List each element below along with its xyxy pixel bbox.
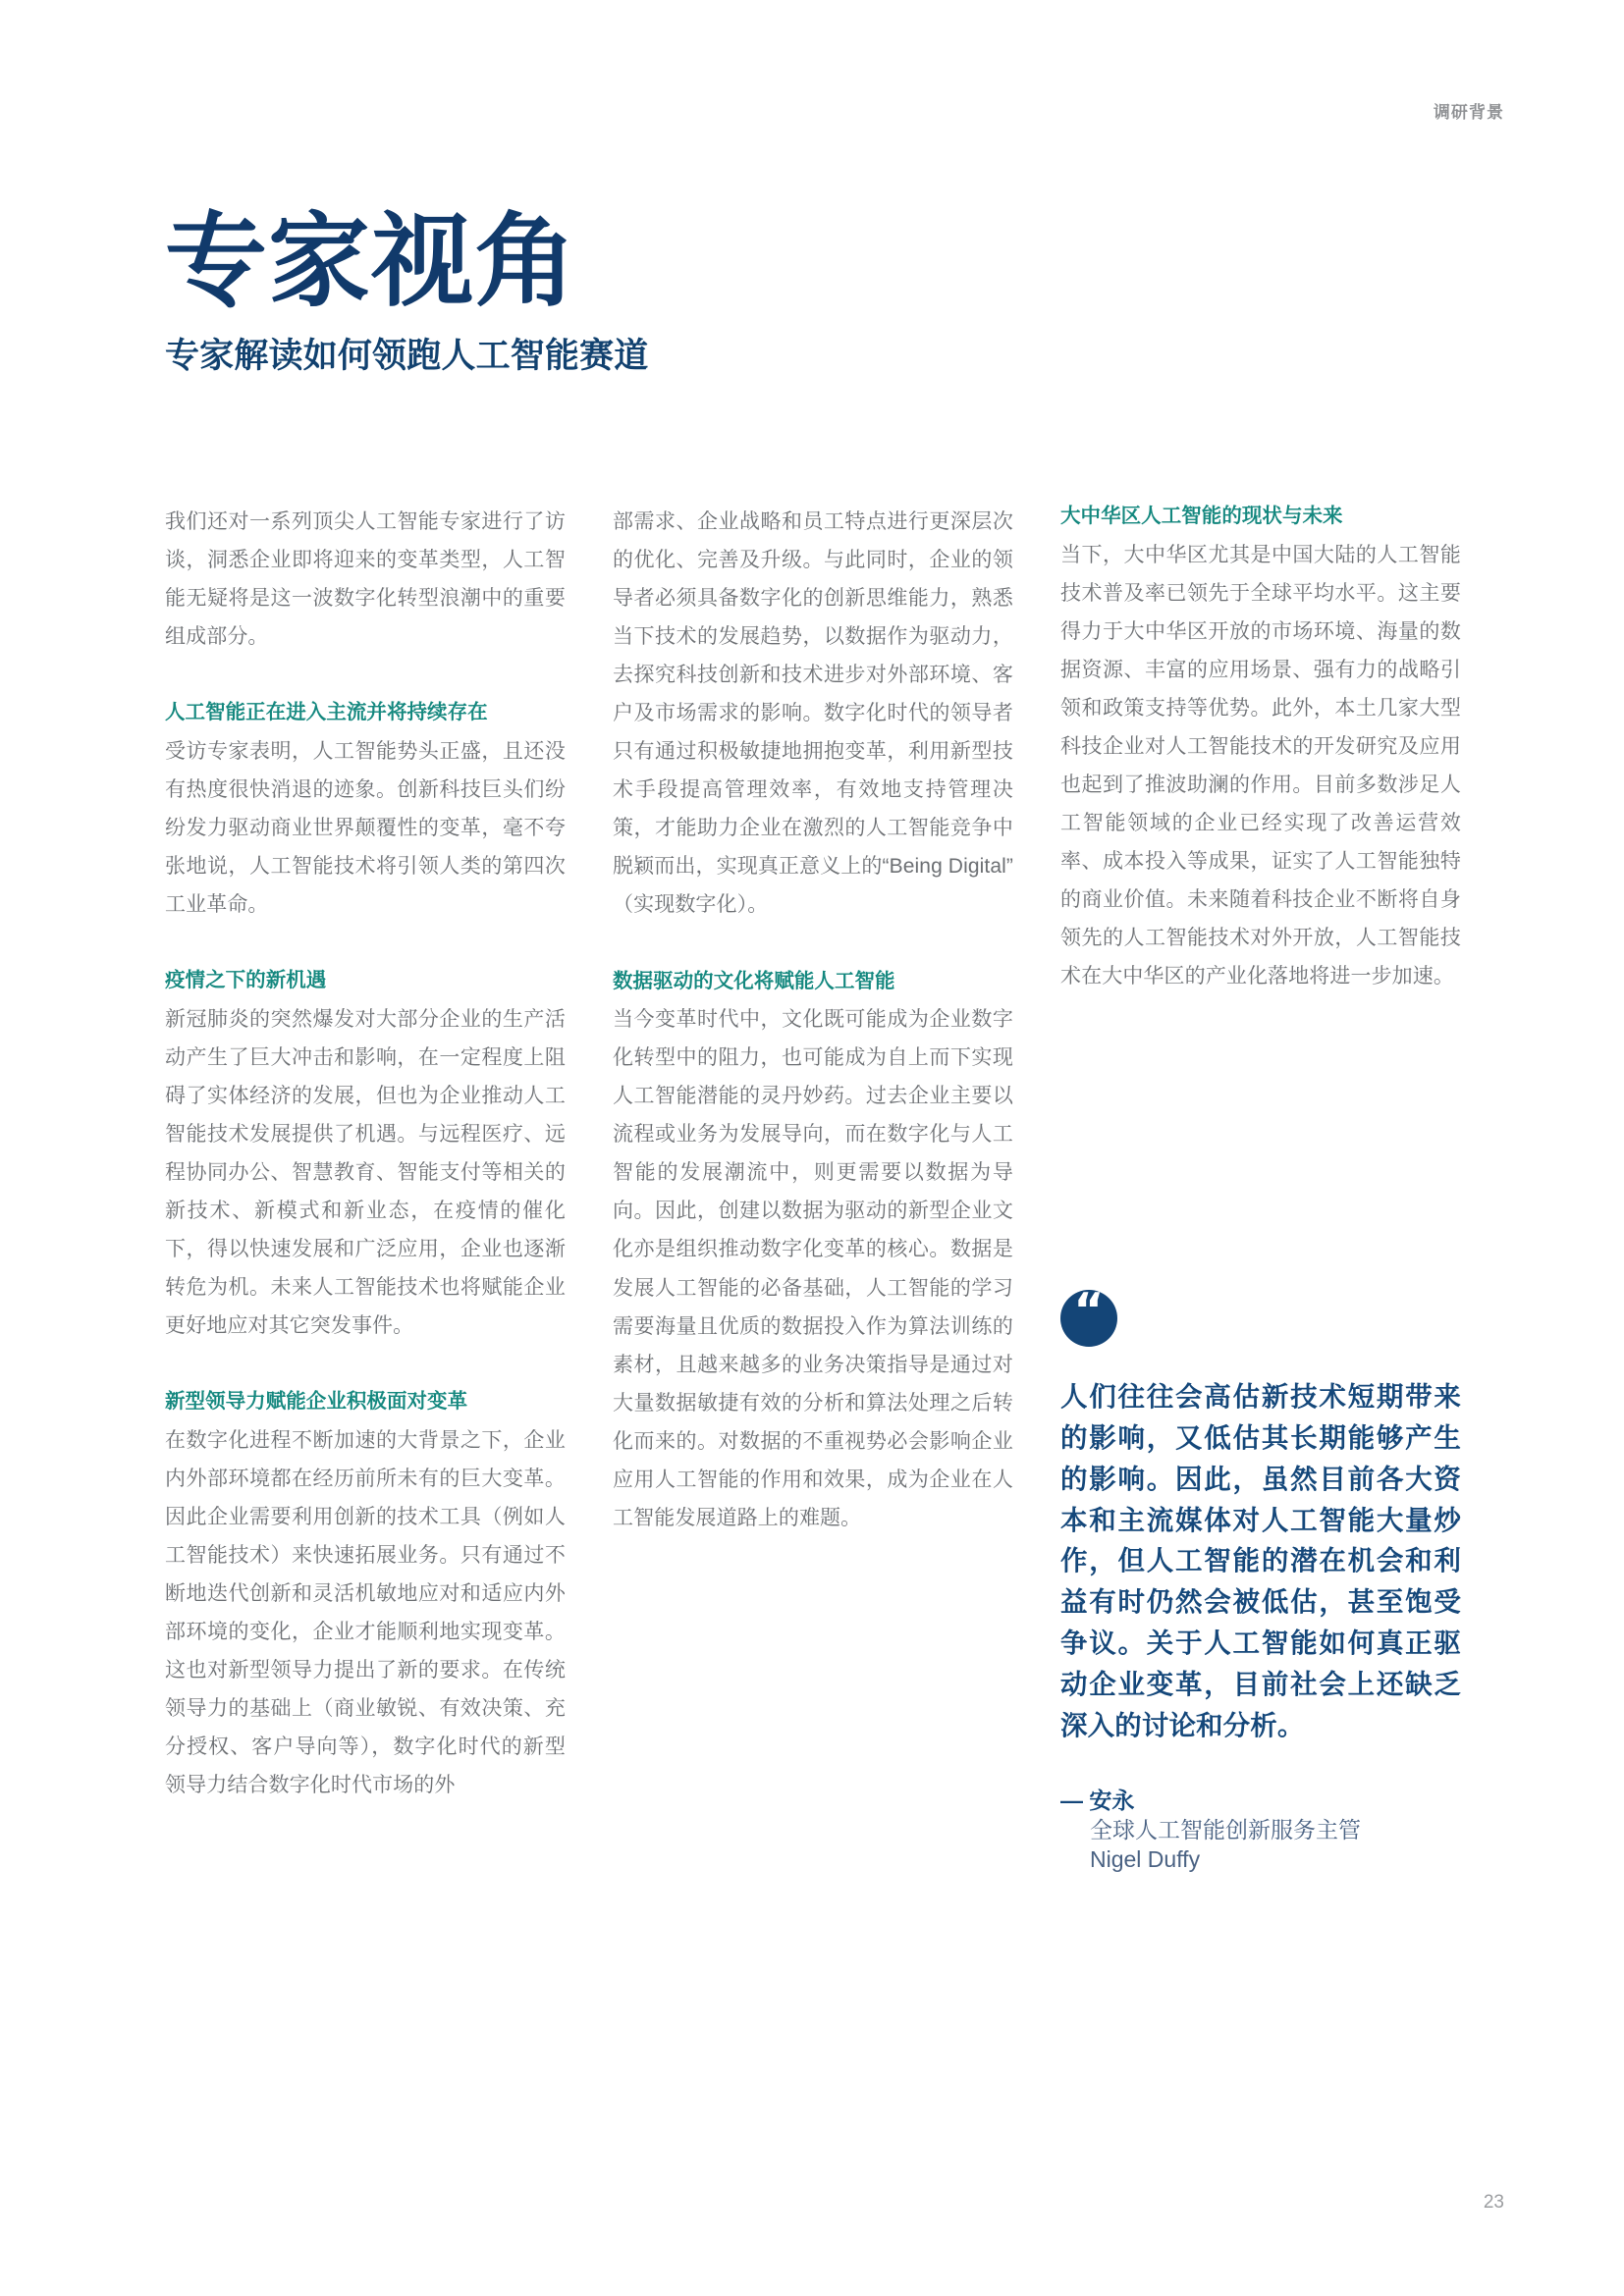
pull-quote [1060,1283,1461,1875]
column-2 [613,503,1013,1875]
section-heading-new-leadership: 新型领导力赋能企业积极面对变革 [165,1390,468,1414]
title-block [165,205,1049,376]
attribution-role: 全球人工智能创新服务主管 [1090,1817,1361,1843]
page-title: 专家视角 [165,205,578,319]
quote-mark-icon: “ [1060,1290,1117,1347]
spacer [613,925,1013,968]
intro-paragraph: 我们还对一系列顶尖人工智能专家进行了访谈，洞悉企业即将迎来的变革类型，人工智能无疑将是这一波数字化转型浪潮中的重要组成部分。 [165,510,566,649]
section-body-pandemic-opportunity: 新冠肺炎的突然爆发对大部分企业的生产活动产生了巨大冲击和影响，在一定程度上阻碍了实体经济的发展，但也为企业推动人工智能技术发展提供了机遇。与远程医疗、远程协同办公、智慧教育、智能支付等相关的新技术、新模式和新业态，在疫情的催化下，得以快速发展和广泛应用，企业也逐渐转危为机。未来人工智能技术也将赋能企业更好地应对其它突发事件。 [165,1007,566,1338]
attribution-person-name: Nigel Duffy [1090,1846,1201,1873]
page-number: 23 [1483,2192,1504,2213]
section-body-ai-mainstream: 受访专家表明，人工智能势头正盛，且还没有热度很快消退的迹象。创新科技巨头们纷纷发力驱动商业世界颠覆性的变革，毫不夸张地说，人工智能技术将引领人类的第四次工业革命。 [165,739,566,917]
spacer [165,924,566,967]
section-heading-ai-mainstream: 人工智能正在进入主流并将持续存在 [165,701,488,724]
attribution-organization: — 安永 [1060,1788,1135,1814]
pull-quote-text: 人们往往会高估新技术短期带来的影响，又低估其长期能够产生的影响。因此，虽然目前各大资本和主流媒体对人工智能大量炒作，但人工智能的潜在机会和利益有时仍然会被低估，甚至饱受争议。关于人工智能如何真正驱动企业变革，目前社会上还缺乏深入的讨论和分析。 [1060,1381,1461,1740]
section-heading-greater-china: 大中华区人工智能的现状与未来 [1060,505,1343,527]
section-heading-data-driven-culture: 数据驱动的文化将赋能人工智能 [613,969,895,992]
running-header: 调研背景 [1433,103,1504,122]
page-subtitle: 专家解读如何领跑人工智能赛道 [165,337,649,375]
column-3 [1060,503,1461,1875]
section-body-new-leadership-continued: 部需求、企业战略和员工特点进行更深层次的优化、完善及升级。与此同时，企业的领导者必须具备数字化的创新思维能力，熟悉当下技术的发展趋势，以数据作为驱动力，去探究科技创新和技术进步对外部环境、客户及市场需求的影响。数字化时代的领导者只有通过积极敏捷地拥抱变革，利用新型技术手段提高管理效率，有效地支持管理决策，才能助力企业在激烈的人工智能竞争中脱颖而出，实现真正意义上的“Being Digital”（实现数字化）。 [613,510,1013,917]
spacer [165,1345,566,1388]
section-body-data-driven-culture: 当今变革时代中，文化既可能成为企业数字化转型中的阻力，也可能成为自上而下实现人工智能潜能的灵丹妙药。过去企业主要以流程或业务为发展导向，而在数字化与人工智能的发展潮流中，则更需要以数据为导向。因此，创建以数据为驱动的新型企业文化亦是组织推动数字化变革的核心。数据是发展人工智能的必备基础，人工智能的学习需要海量且优质的数据投入作为算法训练的素材，且越来越多的业务决策指导是通过对大量数据敏捷有效的分析和算法处理之后转化而来的。对数据的不重视势必会影响企业应用人工智能的作用和效果，成为企业在人工智能发展道路上的难题。 [613,1008,1013,1529]
quote-attribution [1060,1787,1461,1875]
column-1 [165,503,566,1875]
section-heading-pandemic-opportunity: 疫情之下的新机遇 [165,969,327,992]
article-columns [165,503,1463,1875]
section-body-greater-china: 当下，大中华区尤其是中国大陆的人工智能技术普及率已领先于全球平均水平。这主要得力于大中华区开放的市场环境、海量的数据资源、丰富的应用场景、强有力的战略引领和政策支持等优势。此外，本土几家大型科技企业对人工智能技术的开发研究及应用也起到了推波助澜的作用。目前多数涉足人工智能领域的企业已经实现了改善运营效率、成本投入等成果，证实了人工智能独特的商业价值。未来随着科技企业不断将自身领先的人工智能技术对外开放，人工智能技术在大中华区的产业化落地将进一步加速。 [1060,543,1461,988]
section-body-new-leadership: 在数字化进程不断加速的大背景之下，企业内外部环境都在经历前所未有的巨大变革。因此企业需要利用创新的技术工具（例如人工智能技术）来快速拓展业务。只有通过不断地迭代创新和灵活机敏地应对和适应内外部环境的变化，企业才能顺利地实现变革。这也对新型领导力提出了新的要求。在传统领导力的基础上（商业敏锐、有效决策、充分授权、客户导向等），数字化时代的新型领导力结合数字化时代市场的外 [165,1428,566,1797]
spacer [165,656,566,699]
